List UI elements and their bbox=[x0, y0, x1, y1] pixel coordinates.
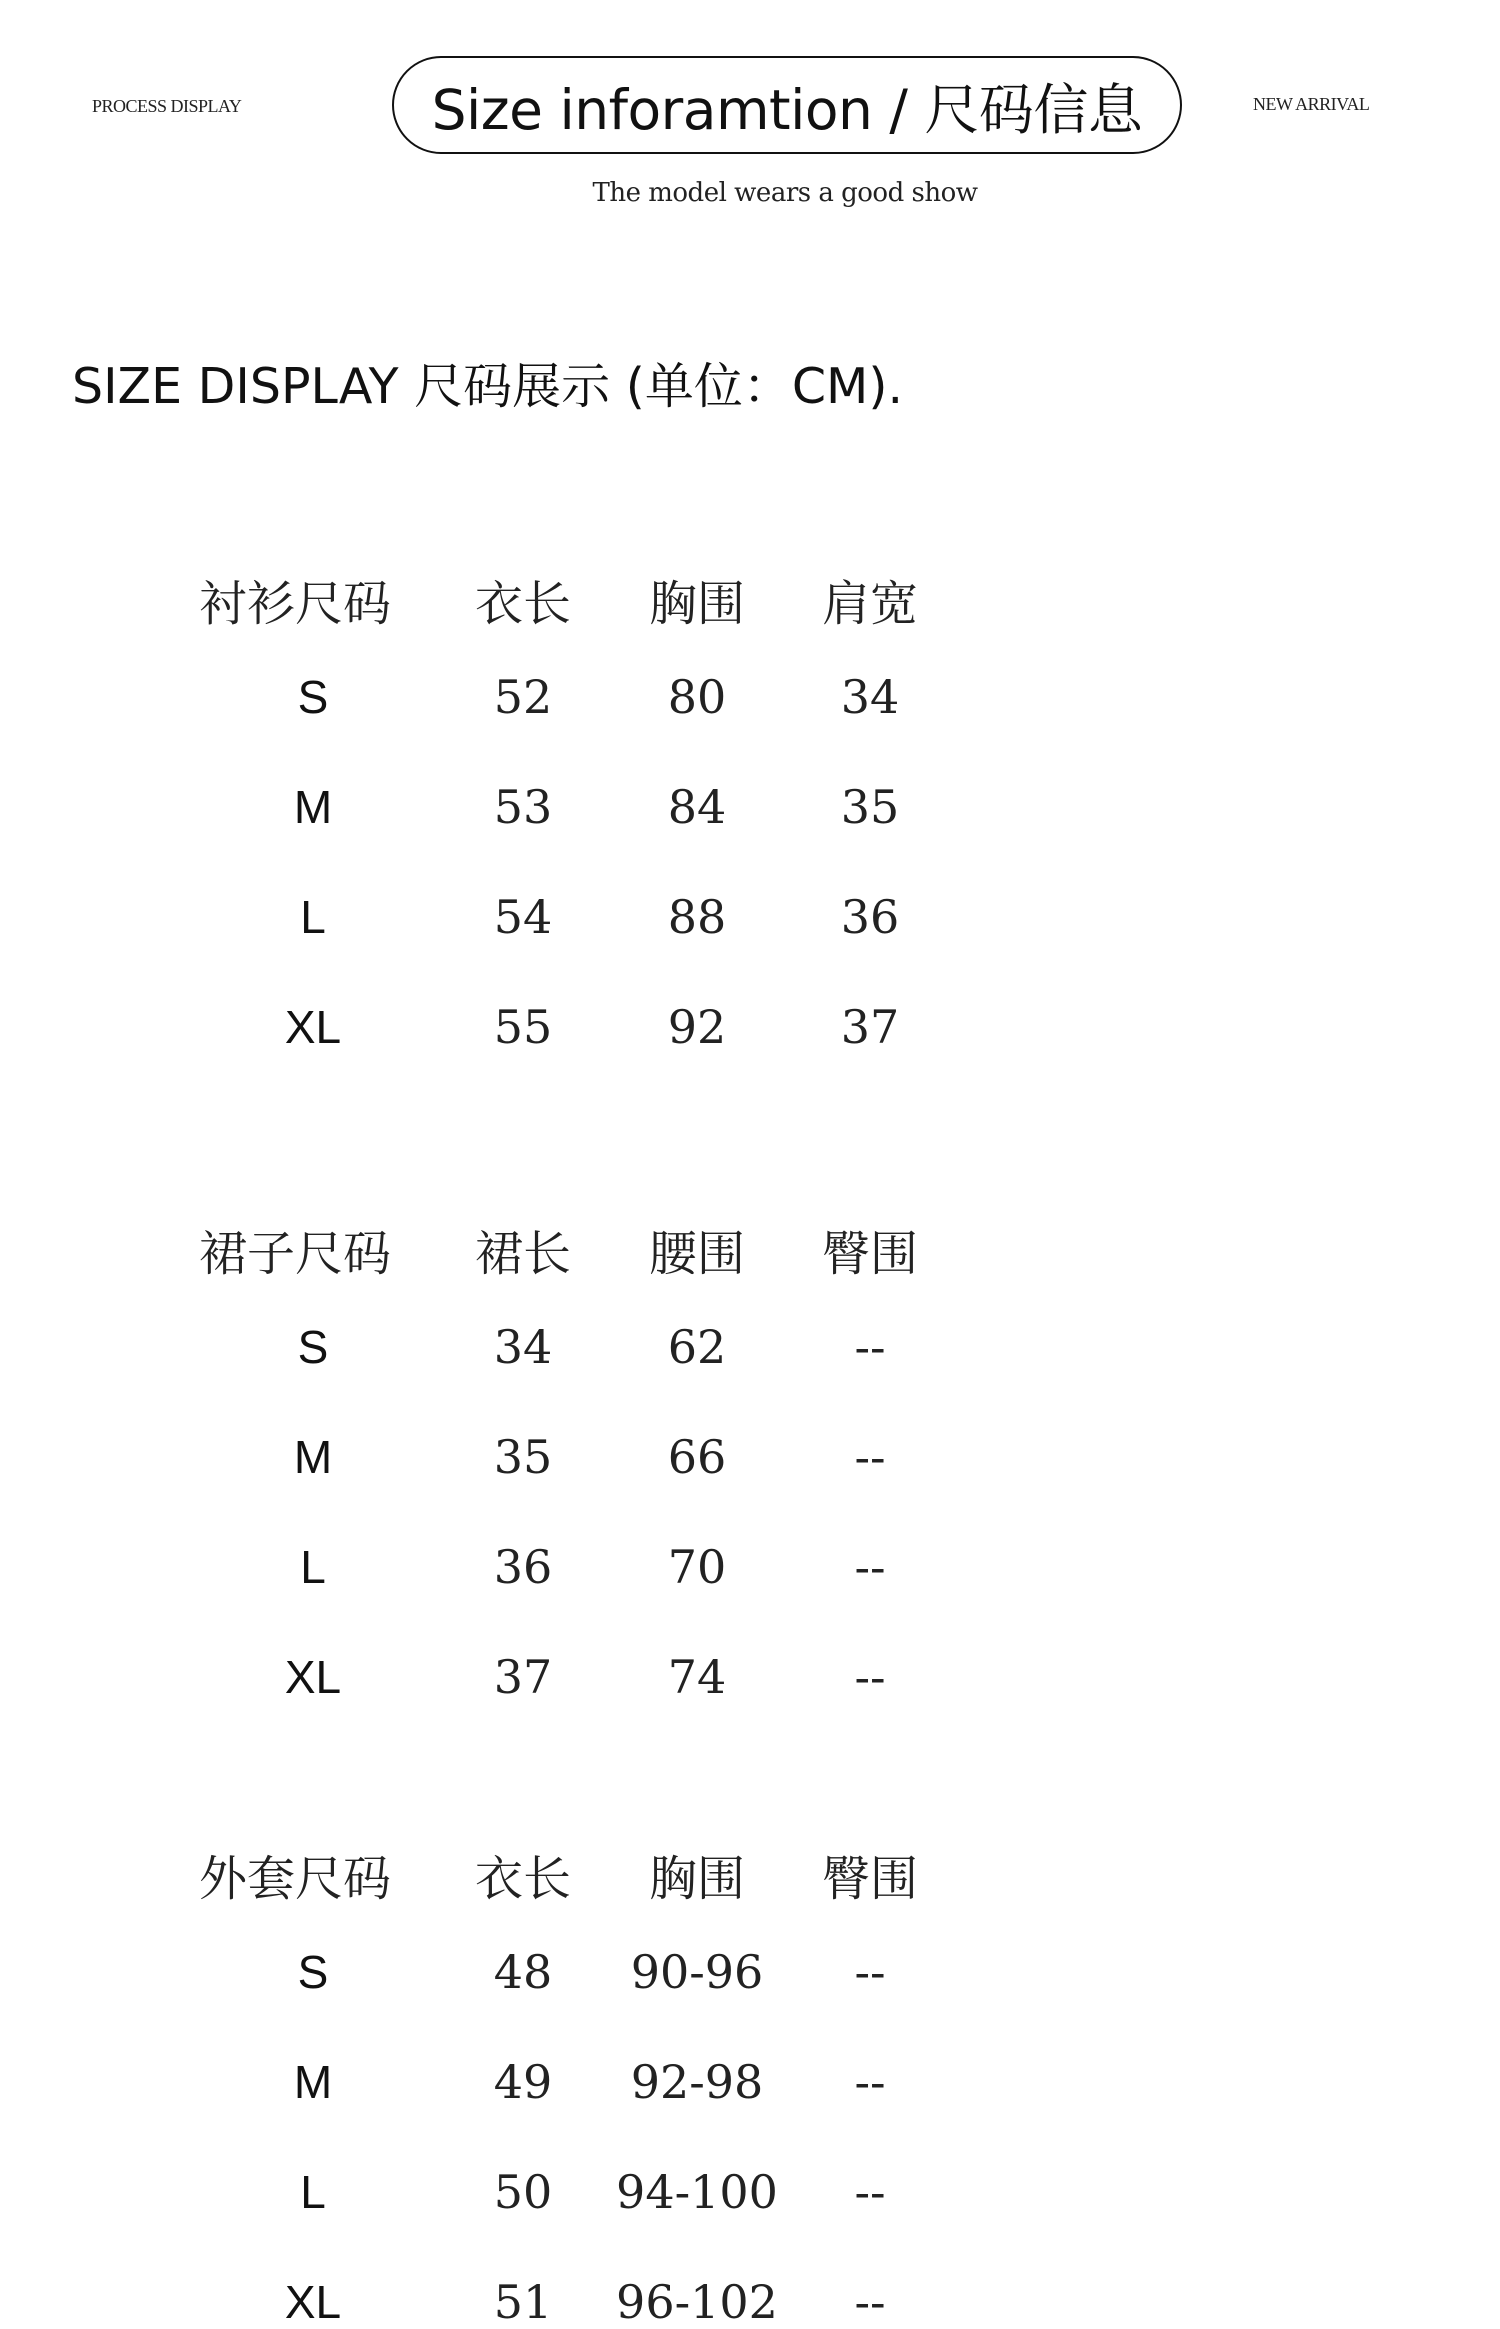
process-display-label: PROCESS DISPLAY bbox=[92, 96, 242, 116]
table-cell: 74 bbox=[667, 1650, 727, 1704]
table-cell: 88 bbox=[667, 890, 727, 944]
table-title-header: 外套尺码 bbox=[198, 1851, 392, 1907]
table-cell: -- bbox=[854, 2275, 886, 2329]
table-cell: 36 bbox=[493, 1540, 553, 1594]
table-cell: 36 bbox=[840, 890, 900, 944]
table-cell: 35 bbox=[493, 1430, 553, 1484]
table-cell: 35 bbox=[840, 780, 900, 834]
table-cell: 80 bbox=[667, 670, 727, 724]
column-header: 腰围 bbox=[648, 1226, 746, 1282]
table-cell: 37 bbox=[840, 1000, 900, 1054]
column-header: 臀围 bbox=[821, 1226, 919, 1282]
table-title-header: 裙子尺码 bbox=[198, 1226, 392, 1282]
table-title-header: 衬衫尺码 bbox=[198, 576, 392, 632]
table-cell: -- bbox=[854, 1430, 886, 1484]
size-label: S bbox=[297, 1946, 329, 1998]
column-header: 衣长 bbox=[474, 576, 572, 632]
table-cell: 49 bbox=[493, 2055, 553, 2109]
size-label: XL bbox=[284, 2276, 342, 2328]
table-cell: -- bbox=[854, 1320, 886, 1374]
table-cell: 50 bbox=[493, 2165, 553, 2219]
table-cell: 92-98 bbox=[630, 2055, 764, 2109]
table-cell: 34 bbox=[493, 1320, 553, 1374]
table-cell: -- bbox=[854, 1650, 886, 1704]
table-cell: 70 bbox=[667, 1540, 727, 1594]
column-header: 衣长 bbox=[474, 1851, 572, 1907]
table-cell: 62 bbox=[667, 1320, 727, 1374]
table-cell: 96-102 bbox=[616, 2275, 778, 2329]
table-cell: -- bbox=[854, 1540, 886, 1594]
table-cell: 90-96 bbox=[630, 1945, 764, 1999]
column-header: 裙长 bbox=[474, 1226, 572, 1282]
table-cell: -- bbox=[854, 2165, 886, 2219]
table-cell: 51 bbox=[493, 2275, 553, 2329]
table-cell: 48 bbox=[493, 1945, 553, 1999]
size-label: L bbox=[300, 1541, 326, 1593]
new-arrival-label: NEW ARRIVAL bbox=[1253, 94, 1370, 114]
table-cell: 66 bbox=[667, 1430, 727, 1484]
column-header: 胸围 bbox=[648, 576, 746, 632]
size-label: M bbox=[293, 2056, 333, 2108]
table-cell: 37 bbox=[493, 1650, 553, 1704]
page-title: Size inforamtion / 尺码信息 bbox=[431, 77, 1143, 142]
table-cell: 92 bbox=[667, 1000, 727, 1054]
table-cell: 84 bbox=[667, 780, 727, 834]
column-header: 胸围 bbox=[648, 1851, 746, 1907]
size-label: XL bbox=[284, 1001, 342, 1053]
size-label: L bbox=[300, 891, 326, 943]
size-label: L bbox=[300, 2166, 326, 2218]
table-cell: 94-100 bbox=[616, 2165, 778, 2219]
column-header: 臀围 bbox=[821, 1851, 919, 1907]
size-label: M bbox=[293, 781, 333, 833]
table-cell: 53 bbox=[493, 780, 553, 834]
subtitle: The model wears a good show bbox=[592, 178, 978, 208]
table-cell: 34 bbox=[840, 670, 900, 724]
section-title: SIZE DISPLAY 尺码展示 (单位：CM). bbox=[72, 358, 904, 415]
size-label: M bbox=[293, 1431, 333, 1483]
table-cell: -- bbox=[854, 2055, 886, 2109]
size-label: S bbox=[297, 1321, 329, 1373]
table-cell: 54 bbox=[493, 890, 553, 944]
table-cell: 52 bbox=[493, 670, 553, 724]
column-header: 肩宽 bbox=[821, 576, 919, 632]
title-pill bbox=[392, 56, 1182, 154]
size-label: XL bbox=[284, 1651, 342, 1703]
table-cell: 55 bbox=[493, 1000, 553, 1054]
table-cell: -- bbox=[854, 1945, 886, 1999]
size-label: S bbox=[297, 671, 329, 723]
